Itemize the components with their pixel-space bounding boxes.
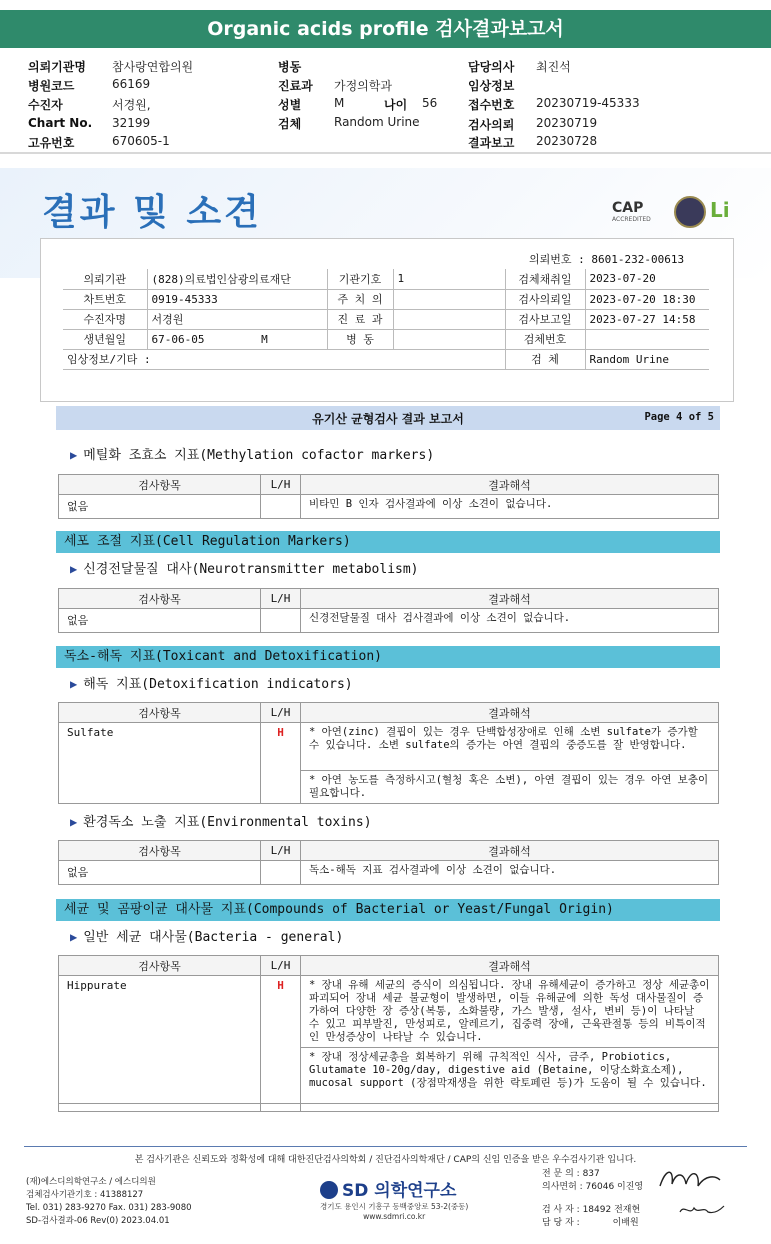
empty-cell — [261, 1104, 301, 1112]
column-header-lh: L/H — [261, 475, 301, 495]
info-key: 검사의뢰일 — [505, 289, 585, 309]
column-header-item: 검사항목 — [59, 703, 261, 723]
triangle-right-icon: ▶ — [70, 815, 78, 829]
subsection-methylation — [70, 444, 434, 463]
subsection-bacteria-general — [70, 926, 343, 945]
column-header-item: 검사항목 — [59, 589, 261, 609]
header-label: 진료과 — [278, 79, 313, 93]
header-divider — [0, 152, 771, 154]
table-row — [59, 495, 719, 519]
info-key: 검체채취일 — [505, 269, 585, 289]
info-value: 1 — [393, 269, 505, 289]
section-bar-cell-regulation: 세포 조절 지표(Cell Regulation Markers) — [56, 531, 720, 553]
header-value: 670605-1 — [112, 134, 170, 148]
item-cell: Sulfate — [59, 723, 261, 804]
header-label: 고유번호 — [28, 136, 75, 150]
column-header-lh: L/H — [261, 703, 301, 723]
section-bar-toxicant: 독소-해독 지표(Toxicant and Detoxification) — [56, 646, 720, 668]
header-value: 가정의학과 — [334, 79, 392, 93]
column-header-interp: 결과해석 — [301, 589, 719, 609]
result-table-env — [58, 840, 719, 885]
info-key: 수진자명 — [63, 309, 147, 329]
subsection-env — [70, 811, 372, 830]
interp-cell: * 장내 정상세균총을 회복하기 위해 규칙적인 식사, 금주, Probiotics, Glutamate 10-20g/day, digestive aid (Betaine, 이당소화효소제), mucosal support (장점막재생을 위한 락토페린 등)가 도움이 될 수 있습니다. — [301, 1048, 719, 1104]
header-value: 66169 — [112, 77, 151, 91]
subsection-title: 메틸화 조효소 지표(Methylation cofactor markers) — [83, 448, 435, 463]
li-logo: Li — [710, 198, 730, 222]
info-value: 2023-07-20 — [585, 269, 709, 289]
lh-cell — [261, 609, 301, 633]
page-indicator: Page 4 of 5 — [644, 411, 714, 423]
info-row — [63, 269, 709, 289]
column-header-interp: 결과해석 — [301, 475, 719, 495]
info-key: 의뢰기관 — [63, 269, 147, 289]
empty-cell — [301, 1104, 719, 1112]
subsection-title: 일반 세균 대사물(Bacteria - general) — [83, 930, 344, 945]
header-value: 참사랑연합의원 — [112, 60, 194, 74]
signatory-label: 담 당 자 : — [542, 1218, 580, 1228]
signature-image — [656, 1166, 726, 1192]
header-label: 검사의뢰 — [468, 118, 515, 132]
signatory-label: 전 문 의 : — [542, 1169, 580, 1179]
result-table-methylation — [58, 474, 719, 519]
info-value: 2023-07-27 14:58 — [585, 309, 709, 329]
subsection-title: 환경독소 노출 지표(Environmental toxins) — [83, 815, 372, 830]
signatory-row — [542, 1217, 643, 1230]
triangle-right-icon: ▶ — [70, 448, 78, 462]
request-number-value: 8601-232-00613 — [591, 253, 685, 266]
interp-cell: * 장내 유해 세균의 증식이 의심됩니다. 장내 유해세균이 증가하고 정상 세균총이 파괴되어 장내 세균 불균형이 발생하면, 이들 유해균에 의한 독성 대사물질이 증가하여 다양한 장 증상(복통, 소화불량, 가스 발생, 설사, 변비 등)이 나타날 수 있고 피부발진, 만성피로, 알레르기, 집중력 장애, 근육관절통 등의 비특이적인 만성증상이 나타날 수 있습니다. — [301, 976, 719, 1048]
footer-line: 검체검사기관기호 : 41388127 — [26, 1190, 144, 1200]
table-row — [59, 861, 719, 885]
subsection-title: 해독 지표(Detoxification indicators) — [83, 677, 353, 692]
header-value: 20230719 — [536, 116, 598, 130]
subsection-detox — [70, 673, 353, 692]
header-label: 결과보고 — [468, 136, 515, 150]
age-value: 56 — [422, 96, 438, 110]
column-header-lh: L/H — [261, 956, 301, 976]
address-line: 경기도 용인시 기흥구 동백중앙로 53-2(중동) — [320, 1202, 469, 1211]
results-title: 결과 및 소견 — [42, 192, 262, 233]
signatory-value: 76046 이진영 — [585, 1182, 644, 1192]
info-value — [393, 289, 505, 309]
request-number — [529, 251, 684, 267]
signatory-row — [542, 1168, 643, 1181]
column-header-item: 검사항목 — [59, 841, 261, 861]
birthdate: 67-06-05 — [151, 332, 205, 346]
header-label: 병동 — [278, 60, 302, 74]
request-number-label: 의뢰번호 : — [529, 253, 585, 266]
table-row — [59, 1104, 719, 1112]
info-key: 임상정보/기타 : — [63, 349, 505, 369]
report-header-bar — [56, 406, 720, 430]
signatory-value: 837 — [582, 1169, 600, 1179]
header-label: 검체 — [278, 117, 302, 131]
interp-cell: 독소-해독 지표 검사결과에 이상 소견이 없습니다. — [301, 861, 719, 885]
patient-info-box — [40, 238, 734, 402]
table-row — [59, 723, 719, 771]
result-table-detox — [58, 702, 719, 804]
header-label: 수진자 — [28, 98, 63, 112]
signatory-row — [542, 1204, 643, 1217]
info-row — [63, 289, 709, 309]
column-header-interp: 결과해석 — [301, 841, 719, 861]
report-banner: Organic acids profile 검사결과보고서 — [0, 10, 771, 48]
age-label: 나이 — [384, 98, 408, 112]
column-header-interp: 결과해석 — [301, 703, 719, 723]
signatory-label: 의사면허 : — [542, 1182, 583, 1192]
info-key: 검사보고일 — [505, 309, 585, 329]
info-key: 기관기호 — [327, 269, 393, 289]
info-value: 서경원 — [147, 309, 327, 329]
lh-cell — [261, 861, 301, 885]
info-value — [147, 329, 327, 349]
signature-image — [676, 1200, 726, 1220]
result-table-bacteria — [58, 955, 719, 1112]
interp-cell: * 아연(zinc) 결핍이 있는 경우 단백합성장애로 인해 소변 sulfate가 증가할 수 있습니다. 소변 sulfate의 증가는 아연 결핍의 중증도를 잘 반영합니다. — [301, 723, 719, 771]
signatory-label: 검 사 자 : — [542, 1205, 580, 1215]
header-label: 임상정보 — [468, 79, 515, 93]
lh-cell: H — [261, 723, 301, 804]
signatory-row — [542, 1181, 643, 1194]
footer-signatories — [542, 1168, 643, 1230]
column-header-item: 검사항목 — [59, 475, 261, 495]
header-label: Chart No. — [28, 116, 93, 130]
item-cell: 없음 — [59, 861, 261, 885]
sd-logo-text: SD 의학연구소 — [342, 1181, 457, 1201]
header-value: M — [334, 96, 345, 110]
empty-cell — [59, 1104, 261, 1112]
header-label: 담당의사 — [468, 60, 515, 74]
cap-logo-sub: ACCREDITED — [612, 216, 651, 223]
interp-cell: 비타민 B 인자 검사결과에 이상 소견이 없습니다. — [301, 495, 719, 519]
website: www.sdmri.co.kr — [363, 1212, 426, 1221]
subsection-title: 신경전달물질 대사(Neurotransmitter metabolism) — [83, 562, 419, 577]
header-info — [0, 54, 771, 154]
seal-icon — [674, 196, 706, 228]
section-bar-bacterial: 세균 및 곰팡이균 대사물 지표(Compounds of Bacterial or Yeast/Fungal Origin) — [56, 899, 720, 921]
footer-line: (재)에스디의학연구소 / 에스디의원 — [26, 1177, 156, 1187]
info-value — [585, 329, 709, 349]
column-header-lh: L/H — [261, 589, 301, 609]
header-label: 병원코드 — [28, 79, 75, 93]
triangle-right-icon: ▶ — [70, 562, 78, 576]
cap-logo-text: CAP — [612, 200, 644, 216]
subsection-neuro — [70, 558, 419, 577]
item-cell: Hippurate — [59, 976, 261, 1104]
table-row — [59, 976, 719, 1048]
footer-accreditation-note: 본 검사기관은 신뢰도와 정확성에 대해 대한진단검사의학회 / 진단검사의학재단 / CAP의 신임 인증을 받은 우수검사기관 입니다. — [134, 1155, 637, 1165]
lh-cell: H — [261, 976, 301, 1104]
header-label: 접수번호 — [468, 98, 515, 112]
header-value: 최진석 — [536, 60, 571, 74]
header-value: 20230719-45333 — [536, 96, 640, 110]
triangle-right-icon: ▶ — [70, 677, 78, 691]
item-cell: 없음 — [59, 495, 261, 519]
column-header-item: 검사항목 — [59, 956, 261, 976]
sd-logo — [320, 1176, 456, 1201]
footer-address — [320, 1202, 468, 1222]
column-header-lh: L/H — [261, 841, 301, 861]
info-row — [63, 349, 709, 369]
interp-cell: * 아연 농도를 측정하시고(혈청 혹은 소변), 아연 결핍이 있는 경우 아연 보충이 필요합니다. — [301, 771, 719, 804]
info-key: 검 체 — [505, 349, 585, 369]
header-value: Random Urine — [334, 115, 420, 129]
table-row — [59, 609, 719, 633]
patient-info-table — [63, 269, 709, 370]
info-value — [393, 309, 505, 329]
sd-logo-icon — [320, 1181, 338, 1199]
item-cell: 없음 — [59, 609, 261, 633]
info-key: 진 료 과 — [327, 309, 393, 329]
info-key: 병 동 — [327, 329, 393, 349]
header-label: 성별 — [278, 98, 302, 112]
cap-logo — [612, 200, 670, 226]
info-value: 2023-07-20 18:30 — [585, 289, 709, 309]
info-key: 생년월일 — [63, 329, 147, 349]
sex: M — [261, 332, 268, 346]
signatory-value: 이배원 — [612, 1218, 639, 1228]
interp-cell: 신경전달물질 대사 검사결과에 이상 소견이 없습니다. — [301, 609, 719, 633]
report-title: 유기산 균형검사 결과 보고서 — [312, 412, 464, 426]
header-value: 서경원, — [112, 98, 151, 112]
triangle-right-icon: ▶ — [70, 930, 78, 944]
info-value: Random Urine — [585, 349, 709, 369]
signatory-value: 18492 전재현 — [582, 1205, 641, 1215]
footer-institution — [26, 1176, 192, 1228]
info-key: 검체번호 — [505, 329, 585, 349]
footer-divider — [24, 1146, 747, 1147]
lh-cell — [261, 495, 301, 519]
info-row — [63, 329, 709, 349]
info-value: 0919-45333 — [147, 289, 327, 309]
info-value: (828)의료법인삼광의료재단 — [147, 269, 327, 289]
footer-line: Tel. 031) 283-9270 Fax. 031) 283-9080 — [26, 1203, 192, 1213]
result-table-neuro — [58, 588, 719, 633]
info-row — [63, 309, 709, 329]
info-key: 차트번호 — [63, 289, 147, 309]
header-value: 20230728 — [536, 134, 598, 148]
column-header-interp: 결과해석 — [301, 956, 719, 976]
info-value — [393, 329, 505, 349]
header-value: 32199 — [112, 116, 151, 130]
info-key: 주 치 의 — [327, 289, 393, 309]
footer-line: SD-검사결과-06 Rev(0) 2023.04.01 — [26, 1216, 170, 1226]
header-label: 의뢰기관명 — [28, 60, 86, 74]
